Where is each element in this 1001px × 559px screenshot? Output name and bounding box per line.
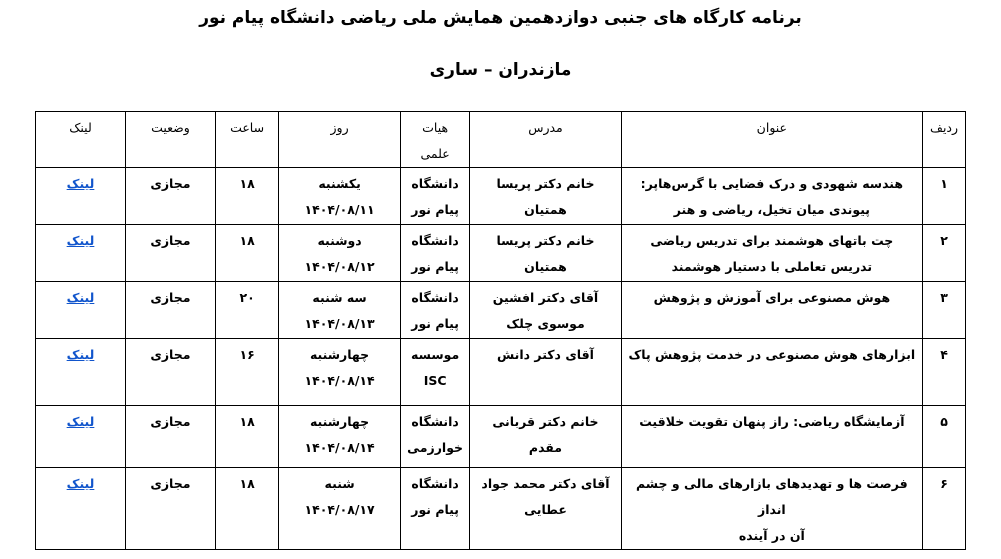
cell-row-number: ۲ (923, 225, 966, 282)
cell-time: ۲۰ (215, 282, 278, 339)
cell-title: چت باتهای هوشمند برای تدریس ریاضی تدریس تعاملی با دستیار هوشمند (621, 225, 922, 282)
cell-link (36, 339, 126, 406)
cell-link (36, 225, 126, 282)
page-title: برنامه کارگاه های جنبی دوازدهمین همایش ملی ریاضی دانشگاه پیام نور (199, 8, 802, 28)
header-teacher: مدرس (470, 112, 621, 168)
cell-title: فرصت ها و تهدیدهای بازارهای مالی و چشم انداز آن در آینده (621, 468, 922, 550)
table-row (36, 282, 966, 339)
cell-row-number: ۴ (923, 339, 966, 406)
cell-faculty: دانشگاه پیام نور (400, 168, 469, 225)
header-status: وضعیت (125, 112, 215, 168)
cell-row-number: ۶ (923, 468, 966, 550)
cell-faculty: دانشگاه پیام نور (400, 468, 469, 550)
cell-time: ۱۸ (215, 168, 278, 225)
header-row-number: ردیف (923, 112, 966, 168)
table-row (36, 168, 966, 225)
cell-status: مجازی (125, 168, 215, 225)
cell-faculty: دانشگاه پیام نور (400, 282, 469, 339)
page-subtitle: مازندران – ساری (429, 60, 572, 80)
workshop-link[interactable]: لینک (66, 233, 95, 248)
cell-day: دوشنبه ۱۴۰۴/۰۸/۱۲ (279, 225, 401, 282)
cell-day: شنبه ۱۴۰۴/۰۸/۱۷ (279, 468, 401, 550)
cell-day: چهارشنبه ۱۴۰۴/۰۸/۱۴ (279, 339, 401, 406)
cell-teacher: آقای دکتر دانش (470, 339, 621, 406)
cell-day: چهارشنبه ۱۴۰۴/۰۸/۱۴ (279, 406, 401, 468)
workshop-link[interactable]: لینک (66, 414, 95, 429)
header-day: روز (279, 112, 401, 168)
cell-teacher: خانم دکتر قربانی مقدم (470, 406, 621, 468)
workshop-program-table (35, 111, 966, 550)
cell-day: یکشنبه ۱۴۰۴/۰۸/۱۱ (279, 168, 401, 225)
cell-status: مجازی (125, 339, 215, 406)
cell-teacher: خانم دکتر پریسا همتیان (470, 168, 621, 225)
cell-teacher: آقای دکتر افشین موسوی چلک (470, 282, 621, 339)
cell-status: مجازی (125, 468, 215, 550)
cell-faculty: دانشگاه پیام نور (400, 225, 469, 282)
cell-title: هندسه شهودی و درک فضایی با گرس‌هاپر: پیوندی میان تخیل، ریاضی و هنر (621, 168, 922, 225)
cell-row-number: ۳ (923, 282, 966, 339)
cell-status: مجازی (125, 282, 215, 339)
cell-time: ۱۸ (215, 225, 278, 282)
header-faculty: هیات علمی (400, 112, 469, 168)
cell-status: مجازی (125, 406, 215, 468)
workshop-link[interactable]: لینک (66, 476, 95, 491)
cell-link (36, 168, 126, 225)
cell-time: ۱۸ (215, 406, 278, 468)
table-row (36, 225, 966, 282)
cell-teacher: آقای دکتر محمد جواد عطایی (470, 468, 621, 550)
table-row (36, 468, 966, 550)
cell-title: ابزارهای هوش مصنوعی در خدمت پژوهش پاک (621, 339, 922, 406)
workshop-link[interactable]: لینک (66, 347, 95, 362)
header-time: ساعت (215, 112, 278, 168)
header-title: عنوان (621, 112, 922, 168)
cell-time: ۱۸ (215, 468, 278, 550)
header-link: لینک (36, 112, 126, 168)
cell-row-number: ۱ (923, 168, 966, 225)
cell-status: مجازی (125, 225, 215, 282)
table-row (36, 406, 966, 468)
table-row (36, 339, 966, 406)
cell-time: ۱۶ (215, 339, 278, 406)
cell-link (36, 282, 126, 339)
cell-title: آزمایشگاه ریاضی: راز پنهان تقویت خلاقیت (621, 406, 922, 468)
table-header-row (36, 112, 966, 168)
cell-faculty: دانشگاه خوارزمی (400, 406, 469, 468)
cell-link (36, 468, 126, 550)
workshop-link[interactable]: لینک (66, 176, 95, 191)
cell-row-number: ۵ (923, 406, 966, 468)
cell-link (36, 406, 126, 468)
cell-title: هوش مصنوعی برای آموزش و پژوهش (621, 282, 922, 339)
cell-teacher: خانم دکتر پریسا همتیان (470, 225, 621, 282)
cell-day: سه شنبه ۱۴۰۴/۰۸/۱۳ (279, 282, 401, 339)
cell-faculty: موسسه ISC (400, 339, 469, 406)
workshop-link[interactable]: لینک (66, 290, 95, 305)
